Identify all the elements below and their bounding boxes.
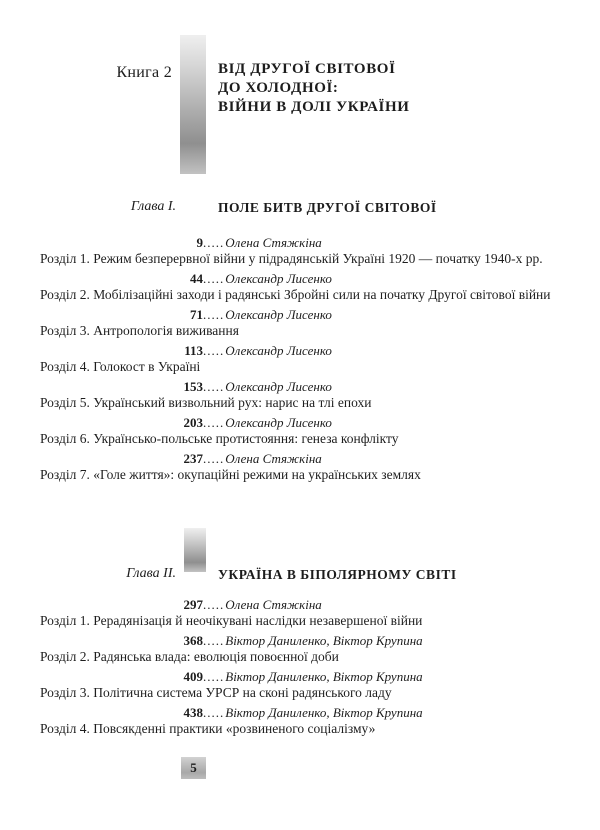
entry-page-number: 71 <box>190 307 203 322</box>
toc-entry <box>40 271 560 303</box>
entry-title: Розділ 3. Антропологія виживання <box>40 323 239 338</box>
entry-title: Розділ 1. Рерадянізація й неочікувані наслідки незавершеної війни <box>40 613 423 628</box>
book-title <box>218 60 410 117</box>
entry-page-number: 237 <box>183 451 203 466</box>
chapter-2-entries <box>40 597 560 741</box>
entry-author: Олександр Лисенко <box>225 343 332 358</box>
toc-entry-head <box>40 415 560 431</box>
toc-entry-head <box>40 343 560 359</box>
toc-entry <box>40 597 560 629</box>
toc-entry <box>40 451 560 483</box>
entry-dots: ..... <box>203 633 225 648</box>
entry-title: Розділ 2. Мобілізаційні заходи і радянські Збройні сили на початку Другої світової війни <box>40 287 551 302</box>
entry-author: Олена Стяжкіна <box>225 451 322 466</box>
entry-dots: ..... <box>203 271 225 286</box>
entry-dots: ..... <box>203 415 225 430</box>
entry-author: Олександр Лисенко <box>225 379 332 394</box>
entry-dots: ..... <box>203 343 225 358</box>
page-number <box>181 757 206 779</box>
book-title-line: ВІЙНИ В ДОЛІ УКРАЇНИ <box>218 99 410 115</box>
toc-entry <box>40 307 560 339</box>
entry-dots: ..... <box>203 379 225 394</box>
entry-title: Розділ 2. Радянська влада: еволюція повоєнної доби <box>40 649 339 664</box>
entry-page-number: 297 <box>183 597 203 612</box>
toc-entry-head <box>40 669 560 685</box>
entry-page-number: 9 <box>196 235 203 250</box>
toc-entry <box>40 379 560 411</box>
entry-page-number: 113 <box>184 343 203 358</box>
entry-title: Розділ 7. «Голе життя»: окупаційні режими на українських землях <box>40 467 421 482</box>
decorative-bar-book <box>180 35 206 174</box>
chapter-1-title: ПОЛЕ БИТВ ДРУГОЇ СВІТОВОЇ <box>218 200 437 215</box>
entry-dots: ..... <box>203 451 225 466</box>
toc-entry-head <box>40 705 560 721</box>
entry-title: Розділ 5. Український визвольний рух: нарис на тлі епохи <box>40 395 372 410</box>
entry-dots: ..... <box>203 669 225 684</box>
entry-title: Розділ 3. Політична система УРСР на сконі радянського ладу <box>40 685 392 700</box>
toc-entry <box>40 705 560 737</box>
entry-author: Віктор Даниленко, Віктор Крупина <box>225 705 423 720</box>
chapter-1-label: Глава I. <box>130 199 176 214</box>
toc-entry-head <box>40 235 560 251</box>
toc-entry-head <box>40 451 560 467</box>
page-number-value: 5 <box>190 760 197 775</box>
toc-entry-head <box>40 597 560 613</box>
toc-entry <box>40 235 560 267</box>
book-title-line: ДО ХОЛОДНОЇ: <box>218 80 339 96</box>
toc-entry-head <box>40 307 560 323</box>
entry-page-number: 203 <box>183 415 203 430</box>
toc-entry <box>40 669 560 701</box>
toc-entry <box>40 415 560 447</box>
entry-author: Олена Стяжкіна <box>225 597 322 612</box>
toc-entry-head <box>40 271 560 287</box>
toc-entry <box>40 343 560 375</box>
entry-author: Олена Стяжкіна <box>225 235 322 250</box>
entry-page-number: 44 <box>190 271 203 286</box>
chapter-1-entries <box>40 235 560 487</box>
entry-author: Олександр Лисенко <box>225 415 332 430</box>
entry-page-number: 368 <box>183 633 203 648</box>
entry-author: Олександр Лисенко <box>225 307 332 322</box>
entry-title: Розділ 1. Режим безперервної війни у підрадянській Україні 1920 — початку 1940-х рр. <box>40 251 543 266</box>
toc-entry-head <box>40 379 560 395</box>
entry-page-number: 153 <box>183 379 203 394</box>
entry-page-number: 409 <box>183 669 203 684</box>
entry-author: Віктор Даниленко, Віктор Крупина <box>225 669 423 684</box>
toc-entry <box>40 633 560 665</box>
entry-dots: ..... <box>203 307 225 322</box>
entry-author: Віктор Даниленко, Віктор Крупина <box>225 633 423 648</box>
entry-title: Розділ 6. Українсько-польське протистояння: генеза конфлікту <box>40 431 399 446</box>
book-label: Книга 2 <box>116 64 172 81</box>
entry-dots: ..... <box>203 235 225 250</box>
chapter-2-label: Глава II. <box>126 566 176 581</box>
entry-dots: ..... <box>203 705 225 720</box>
entry-author: Олександр Лисенко <box>225 271 332 286</box>
entry-title: Розділ 4. Повсякденні практики «розвиненого соціалізму» <box>40 721 376 736</box>
entry-dots: ..... <box>203 597 225 612</box>
book-title-line: ВІД ДРУГОЇ СВІТОВОЇ <box>218 61 396 77</box>
entry-title: Розділ 4. Голокост в Україні <box>40 359 201 374</box>
entry-page-number: 438 <box>183 705 203 720</box>
chapter-2-title: УКРАЇНА В БІПОЛЯРНОМУ СВІТІ <box>218 567 457 582</box>
decorative-bar-chapter <box>184 528 206 572</box>
toc-entry-head <box>40 633 560 649</box>
